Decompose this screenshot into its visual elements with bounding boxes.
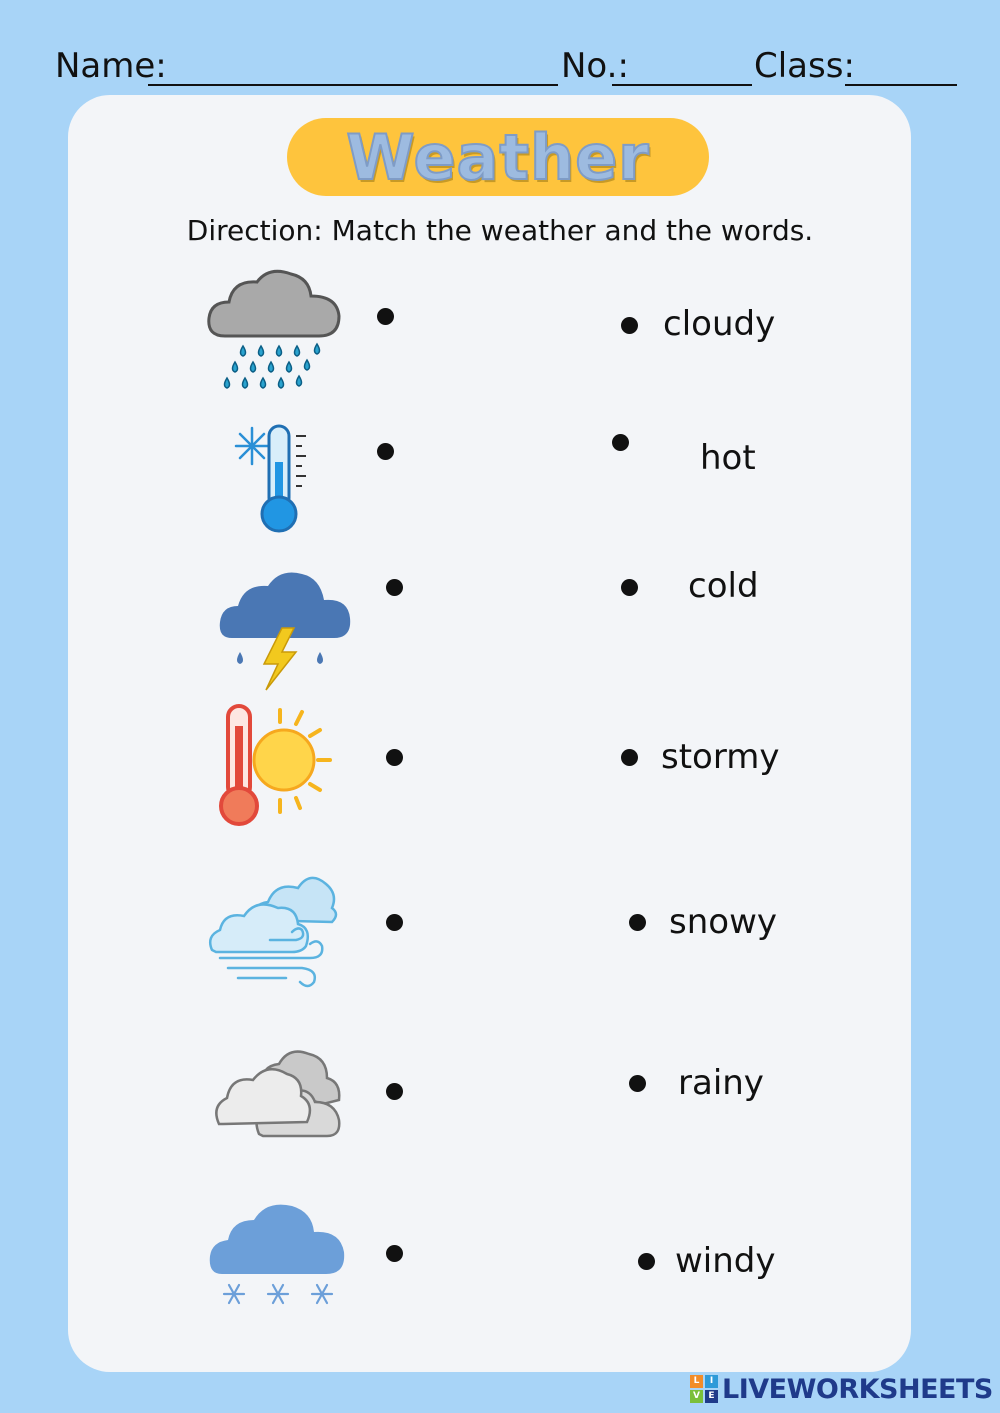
word-stormy: stormy (661, 737, 780, 777)
word-windy: windy (675, 1241, 776, 1281)
name-field[interactable] (148, 84, 558, 86)
worksheet-card (68, 95, 911, 1372)
name-label: Name: (55, 46, 167, 86)
logo-brand-text: LIVEWORKSHEETS (722, 1373, 993, 1405)
word-rainy: rainy (678, 1063, 764, 1103)
logo-squares-icon: L I V E (690, 1375, 718, 1403)
storm-cloud-icon (218, 566, 354, 692)
snow-cloud-icon (208, 1198, 348, 1310)
number-label: No.: (561, 46, 629, 86)
direction-text: Direction: Match the weather and the words. (186, 214, 814, 247)
worksheet-title: Weather (346, 120, 650, 194)
student-info-header (0, 40, 1000, 90)
word-hot: hot (700, 438, 756, 478)
word-dot-5[interactable] (629, 914, 646, 931)
word-cloudy: cloudy (663, 304, 776, 344)
rain-cloud-icon (205, 266, 343, 402)
grey-clouds-icon (211, 1044, 343, 1140)
word-dot-6[interactable] (629, 1075, 646, 1092)
class-label: Class: (754, 46, 855, 86)
number-field[interactable] (612, 84, 752, 86)
windy-clouds-icon (206, 866, 340, 998)
class-field[interactable] (845, 84, 957, 86)
word-dot-1[interactable] (621, 317, 638, 334)
word-cold: cold (688, 566, 759, 606)
picture-dot-5[interactable] (386, 914, 403, 931)
liveworksheets-logo (690, 1372, 993, 1406)
picture-dot-2[interactable] (377, 443, 394, 460)
word-snowy: snowy (669, 902, 777, 942)
picture-dot-1[interactable] (377, 308, 394, 325)
picture-dot-6[interactable] (386, 1083, 403, 1100)
picture-dot-7[interactable] (386, 1245, 403, 1262)
picture-dot-4[interactable] (386, 749, 403, 766)
hot-thermometer-sun-icon (218, 702, 338, 830)
word-dot-2[interactable] (612, 434, 629, 451)
word-dot-4[interactable] (621, 749, 638, 766)
cold-thermometer-icon (234, 422, 314, 534)
picture-dot-3[interactable] (386, 579, 403, 596)
word-dot-7[interactable] (638, 1253, 655, 1270)
title-banner (287, 118, 709, 196)
word-dot-3[interactable] (621, 579, 638, 596)
